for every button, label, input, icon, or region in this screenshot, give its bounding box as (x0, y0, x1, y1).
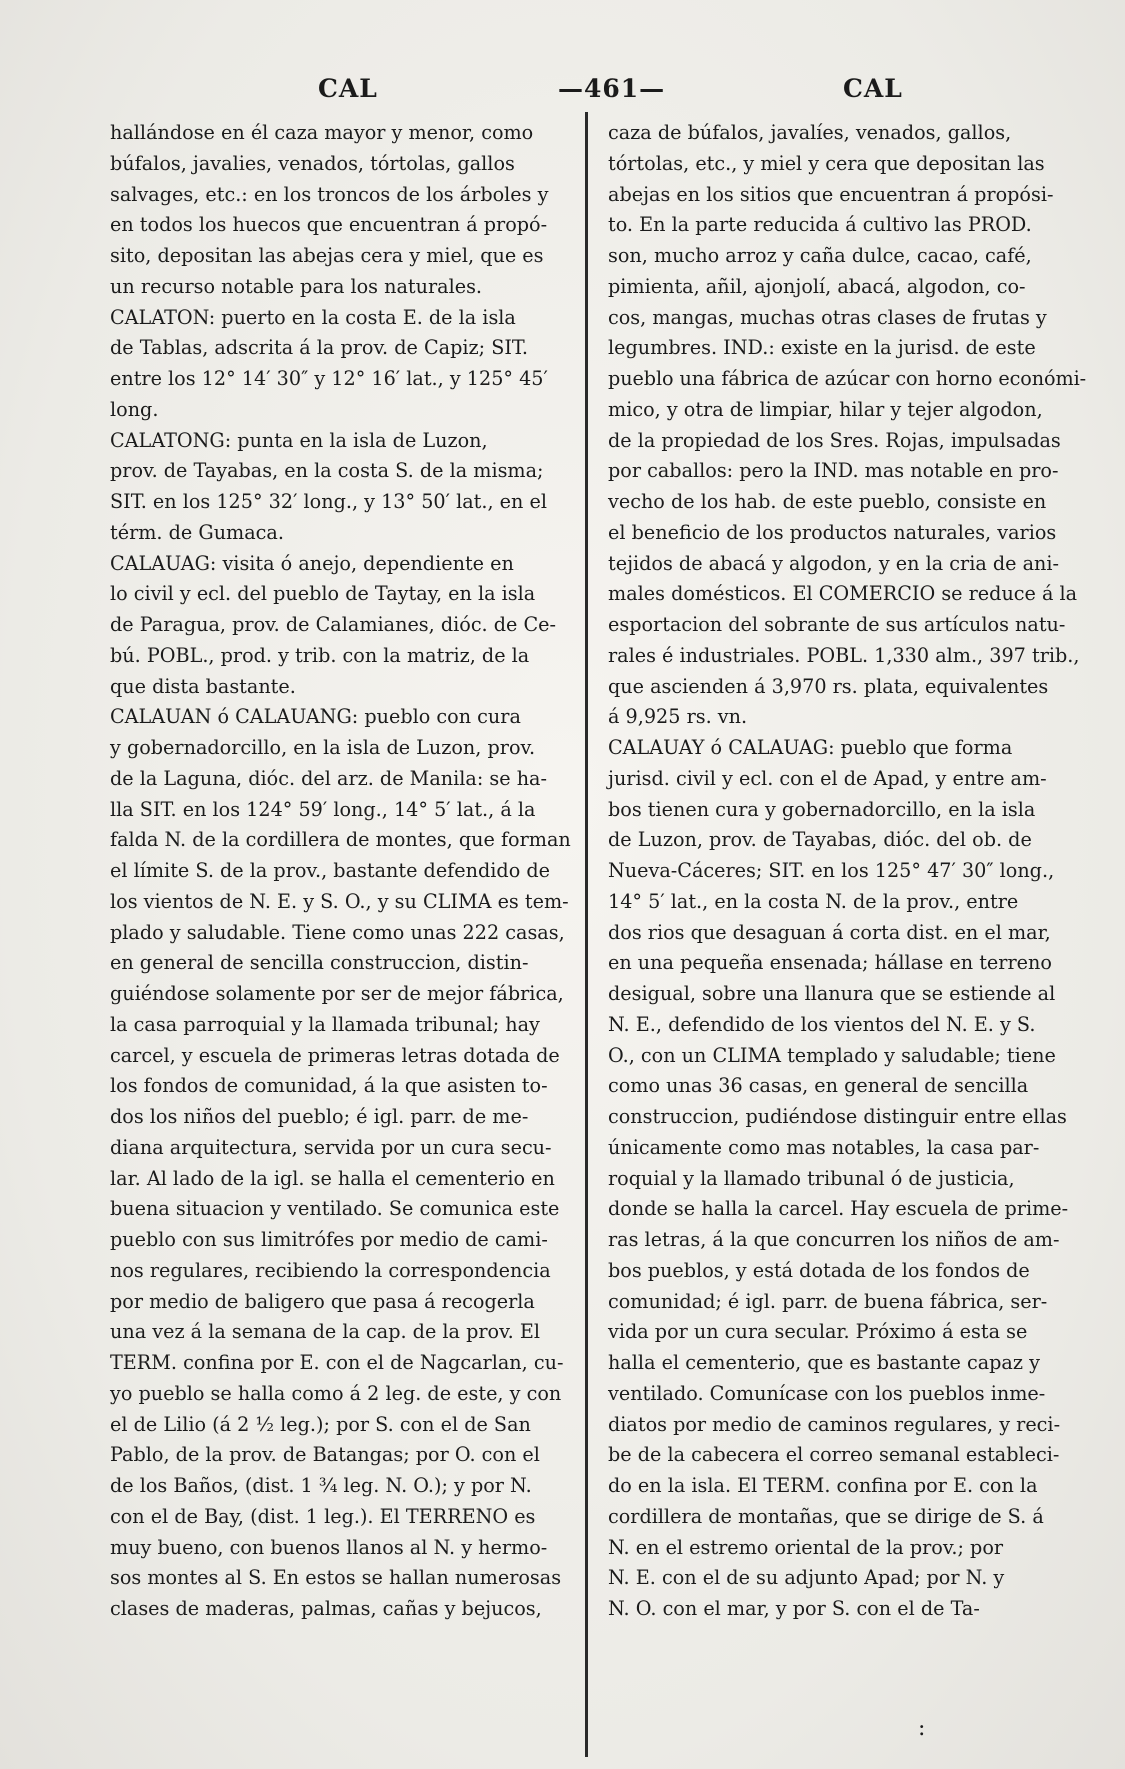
running-head-left: CAL (318, 74, 378, 103)
text-line: to. En la parte reducida á cultivo las PROD. (608, 213, 1032, 237)
text-line: esportacion del sobrante de sus artículos natu- (608, 613, 1066, 636)
text-line: salvages, etc.: en los troncos de los árboles y (110, 182, 549, 206)
page-number: —461— (558, 74, 666, 103)
text-line: guiéndose solamente por ser de mejor fábrica, (110, 982, 564, 1005)
text-line: el de Lilio (á 2 ½ leg.); por S. con el de San (110, 1412, 531, 1436)
text-line: diatos por medio de caminos regulares, y reci- (608, 1412, 1061, 1436)
text-line: como unas 36 casas, en general de sencilla (608, 1074, 1029, 1098)
text-line: pueblo con sus limitrófes por medio de cami- (110, 1228, 548, 1251)
text-line: prov. de Tayabas, en la costa S. de la misma; (110, 459, 544, 483)
text-line: dos rios que desaguan á corta dist. en el mar, (608, 920, 1051, 944)
text-line: que dista bastante. (110, 674, 296, 698)
left-column (110, 118, 580, 1625)
text-line: falda N. de la cordillera de montes, que forman (110, 828, 571, 852)
text-line: O., con un CLIMA templado y saludable; tiene (608, 1043, 1056, 1067)
text-line: jurisd. civil y ecl. con el de Apad, y entre am- (608, 766, 1047, 790)
text-line: CALATON: puerto en la costa E. de la isla (110, 305, 516, 329)
text-line: cos, mangas, muchas otras clases de frutas y (608, 305, 1047, 329)
text-line: bú. POBL., prod. y trib. con la matriz, de la (110, 643, 530, 667)
text-line: CALAUAN ó CALAUANG: pueblo con cura (110, 705, 521, 729)
text-line: buena situacion y ventilado. Se comunica este (110, 1197, 560, 1221)
text-line: los fondos de comunidad, á la que asisten to- (110, 1074, 548, 1098)
text-line: de Luzon, prov. de Tayabas, dióc. del ob. de (608, 828, 1032, 852)
text-line: la casa parroquial y la llamada tribunal; hay (110, 1012, 540, 1036)
text-line: el límite S. de la prov., bastante defendido de (110, 859, 550, 882)
text-line: CALATONG: punta en la isla de Luzon, (110, 428, 488, 452)
text-line: ras letras, á la que concurren los niños de am- (608, 1228, 1060, 1251)
text-line: comunidad; é igl. parr. de buena fábrica, ser- (608, 1289, 1048, 1313)
text-line: por caballos: pero la IND. mas notable en pro- (608, 459, 1059, 483)
text-line: halla el cementerio, que es bastante capaz y (608, 1351, 1040, 1374)
text-line: SIT. en los 125° 32′ long., y 13° 50′ lat., en el (110, 490, 547, 513)
text-line: de la Laguna, dióc. del arz. de Manila: se ha- (110, 766, 547, 790)
text-line: de la propiedad de los Sres. Rojas, impulsadas (608, 428, 1061, 452)
text-line: de Tablas, adscrita á la prov. de Capiz; SIT. (110, 336, 528, 360)
footer-mark: : (918, 1716, 926, 1741)
text-line: Nueva-Cáceres; SIT. en los 125° 47′ 30″ long., (608, 859, 1055, 882)
text-line: long. (110, 397, 159, 421)
text-line: en una pequeña ensenada; hállase en terreno (608, 951, 1052, 975)
text-line: muy bueno, con buenos llanos al N. y hermo- (110, 1535, 548, 1559)
text-line: plado y saludable. Tiene como unas 222 casas, (110, 920, 565, 944)
text-line: carcel, y escuela de primeras letras dotada de (110, 1043, 560, 1067)
text-line: pimienta, añil, ajonjolí, abacá, algodon, co- (608, 274, 1026, 298)
text-line: sos montes al S. En estos se hallan numerosas (110, 1566, 562, 1590)
text-line: el beneficio de los productos naturales, varios (608, 520, 1057, 544)
text-line: por medio de baligero que pasa á recogerla (110, 1289, 535, 1313)
text-line: do en la isla. El TERM. confina por E. con la (608, 1474, 1038, 1497)
text-line: á 9,925 rs. vn. (608, 705, 748, 729)
text-line: vecho de los hab. de este pueblo, consiste en (608, 490, 1047, 513)
text-line: hallándose en él caza mayor y menor, como (110, 121, 534, 144)
text-line: rales é industriales. POBL. 1,330 alm., 397 trib., (608, 643, 1080, 667)
text-line: tórtolas, etc., y miel y cera que depositan las (608, 151, 1045, 175)
text-line: dos los niños del pueblo; é igl. parr. de me- (110, 1105, 529, 1128)
text-line: caza de búfalos, javalíes, venados, gallos, (608, 121, 1012, 144)
text-line: Pablo, de la prov. de Batangas; por O. con el (110, 1443, 540, 1467)
text-line: vida por un cura secular. Próximo á esta se (608, 1320, 1028, 1344)
text-line: en general de sencilla construccion, distin- (110, 951, 529, 975)
text-line: donde se halla la carcel. Hay escuela de prime- (608, 1197, 1069, 1221)
text-line: tejidos de abacá y algodon, y en la cria de ani- (608, 551, 1060, 575)
text-line: los vientos de N. E. y S. O., y su CLIMA es tem- (110, 889, 569, 913)
text-line: N. en el estremo oriental de la prov.; por (608, 1535, 1004, 1559)
text-line: lar. Al lado de la igl. se halla el cementerio en (110, 1166, 555, 1190)
text-line: bos pueblos, y está dotada de los fondos de (608, 1258, 1030, 1282)
text-line: roquial y la llamado tribunal ó de justicia, (608, 1166, 1015, 1190)
text-line: CALAUAG: visita ó anejo, dependiente en (110, 551, 514, 575)
text-line: yo pueblo se halla como á 2 leg. de este, y con (110, 1381, 562, 1405)
text-line: lo civil y ecl. del pueblo de Taytay, en la isla (110, 582, 536, 606)
text-line: construccion, pudiéndose distinguir entre ellas (608, 1105, 1067, 1128)
text-line: N. O. con el mar, y por S. con el de Ta- (608, 1597, 980, 1620)
text-line: bos tienen cura y gobernadorcillo, en la isla (608, 797, 1036, 821)
text-line: N. E. con el de su adjunto Apad; por N. y (608, 1566, 1005, 1590)
text-line: con el de Bay, (dist. 1 leg.). El TERRENO es (110, 1504, 536, 1528)
text-line: que ascienden á 3,970 rs. plata, equivalentes (608, 674, 1049, 698)
text-line: desigual, sobre una llanura que se estiende al (608, 982, 1056, 1005)
text-line: males domésticos. El COMERCIO se reduce á la (608, 582, 1078, 606)
text-line: de los Baños, (dist. 1 ¾ leg. N. O.); y por N. (110, 1474, 532, 1497)
text-line: una vez á la semana de la cap. de la prov. El (110, 1320, 541, 1344)
text-line: legumbres. IND.: existe en la jurisd. de este (608, 336, 1036, 360)
text-line: clases de maderas, palmas, cañas y bejucos, (110, 1597, 542, 1620)
text-line: be de la cabecera el correo semanal estableci- (608, 1443, 1060, 1467)
text-line: abejas en los sitios que encuentran á propósi- (608, 182, 1054, 206)
text-line: pueblo una fábrica de azúcar con horno económi- (608, 367, 1087, 390)
text-line: cordillera de montañas, que se dirige de S. á (608, 1504, 1044, 1528)
text-line: búfalos, javalies, venados, tórtolas, gallos (110, 151, 515, 175)
column-divider (585, 112, 588, 1757)
text-line: TERM. confina por E. con el de Nagcarlan, cu- (110, 1351, 564, 1374)
text-line: CALAUAY ó CALAUAG: pueblo que forma (608, 736, 1013, 759)
text-line: 14° 5′ lat., en la costa N. de la prov., entre (608, 889, 1019, 913)
text-line: únicamente como mas notables, la casa par- (608, 1135, 1040, 1159)
text-line: son, mucho arroz y caña dulce, cacao, café, (608, 244, 1032, 267)
text-line: sito, depositan las abejas cera y miel, que es (110, 244, 544, 267)
text-line: lla SIT. en los 124° 59′ long., 14° 5′ lat., á la (110, 797, 536, 821)
text-line: entre los 12° 14′ 30″ y 12° 16′ lat., y 125° 45′ (110, 367, 548, 390)
right-column (608, 118, 1086, 1625)
text-line: y gobernadorcillo, en la isla de Luzon, prov. (110, 736, 536, 759)
text-line: N. E., defendido de los vientos del N. E. y S. (608, 1012, 1036, 1036)
text-line: un recurso notable para los naturales. (110, 274, 483, 298)
text-line: térm. de Gumaca. (110, 520, 284, 544)
text-line: de Paragua, prov. de Calamianes, dióc. de Ce- (110, 613, 557, 636)
text-line: mico, y otra de limpiar, hilar y tejer algodon, (608, 397, 1043, 421)
running-head-right: CAL (843, 74, 903, 103)
text-line: diana arquitectura, servida por un cura secu- (110, 1135, 552, 1159)
text-line: ventilado. Comunícase con los pueblos inme- (608, 1381, 1046, 1405)
text-line: nos regulares, recibiendo la correspondencia (110, 1258, 551, 1282)
text-line: en todos los huecos que encuentran á propó- (110, 213, 548, 237)
